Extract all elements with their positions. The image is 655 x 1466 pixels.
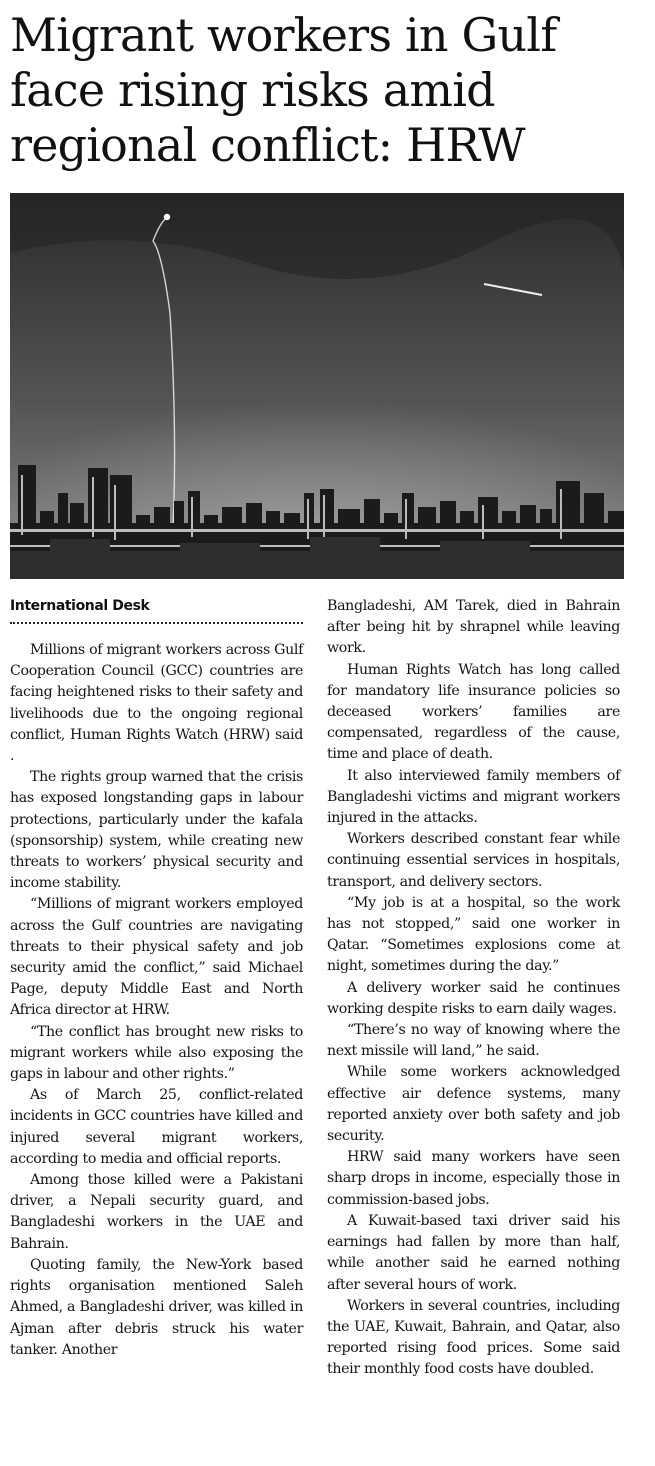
paragraph: Among those killed were a Pakistani driver, a Nepali security guard, and Bangladeshi workers in the UAE and Bahrain.	[10, 1172, 303, 1252]
paragraph: “There’s no way of knowing where the next missile will land,” he said.	[327, 1022, 620, 1060]
dotted-divider	[10, 622, 303, 624]
paragraph: While some workers acknowledged effective air defence systems, many reported anxiety over both safety and job security.	[327, 1064, 620, 1145]
paragraph: “The conflict has brought new risks to migrant workers while also exposing the gaps in labour and other rights.”	[10, 1023, 303, 1083]
paragraph: “Millions of migrant workers employed across the Gulf countries are navigating threats to their physical safety and job security amid the conflict,” said Michael Page, deputy Middle East and North Africa director at HRW.	[10, 896, 303, 1019]
paragraph: It also interviewed family members of Bangladeshi victims and migrant workers injured in the attacks.	[327, 767, 620, 827]
paragraph: The rights group warned that the crisis has exposed longstanding gaps in labour protections, particularly under the kafala (sponsorship) system, while creating new threats to workers’ physical security and income stability.	[10, 769, 303, 892]
paragraph: A delivery worker said he continues working despite risks to earn daily wages.	[327, 979, 620, 1017]
paragraph: HRW said many workers have seen sharp drops in income, especially those in commission-based jobs.	[327, 1149, 620, 1208]
article-column-right	[327, 596, 620, 1381]
desk-label: International Desk	[10, 598, 150, 614]
paragraph: Workers described constant fear while continuing essential services in hospitals, transport, and delivery sectors.	[327, 831, 620, 890]
paragraph: Quoting family, the New-York based rights organisation mentioned Saleh Ahmed, a Bangladeshi driver, was killed in Ajman after debris struck his water tanker. Another	[10, 1256, 303, 1358]
paragraph: As of March 25, conflict-related incidents in GCC countries have killed and injured several migrant workers, according to media and official reports.	[10, 1087, 303, 1167]
paragraph: Millions of migrant workers across Gulf Cooperation Council (GCC) countries are facing heightened risks to their safety and livelihoods due to the ongoing regional conflict, Human Rights Watch (HRW) said .	[10, 642, 303, 765]
article-photo-night-skyline	[10, 193, 624, 579]
article-column-left	[10, 596, 303, 1361]
paragraph: Human Rights Watch has long called for mandatory life insurance policies so deceased workers’ families are compensated, regardless of the cause, time and place of death.	[327, 661, 620, 763]
headline: Migrant workers in Gulf face rising risks amid regional conflict: HRW	[10, 8, 557, 172]
paragraph: “My job is at a hospital, so the work has not stopped,” said one worker in Qatar. “Sometimes explosions come at night, sometimes during the day.”	[327, 894, 620, 975]
paragraph-continuation: Bangladeshi, AM Tarek, died in Bahrain after being hit by shrapnel while leaving work.	[327, 598, 620, 657]
paragraph: Workers in several countries, including the UAE, Kuwait, Bahrain, and Qatar, also reported rising food prices. Some said their monthly food costs have doubled.	[327, 1297, 620, 1378]
paragraph: A Kuwait-based taxi driver said his earnings had fallen by more than half, while another said he earned nothing after several hours of work.	[327, 1212, 620, 1293]
photo-missile-light	[164, 214, 170, 220]
